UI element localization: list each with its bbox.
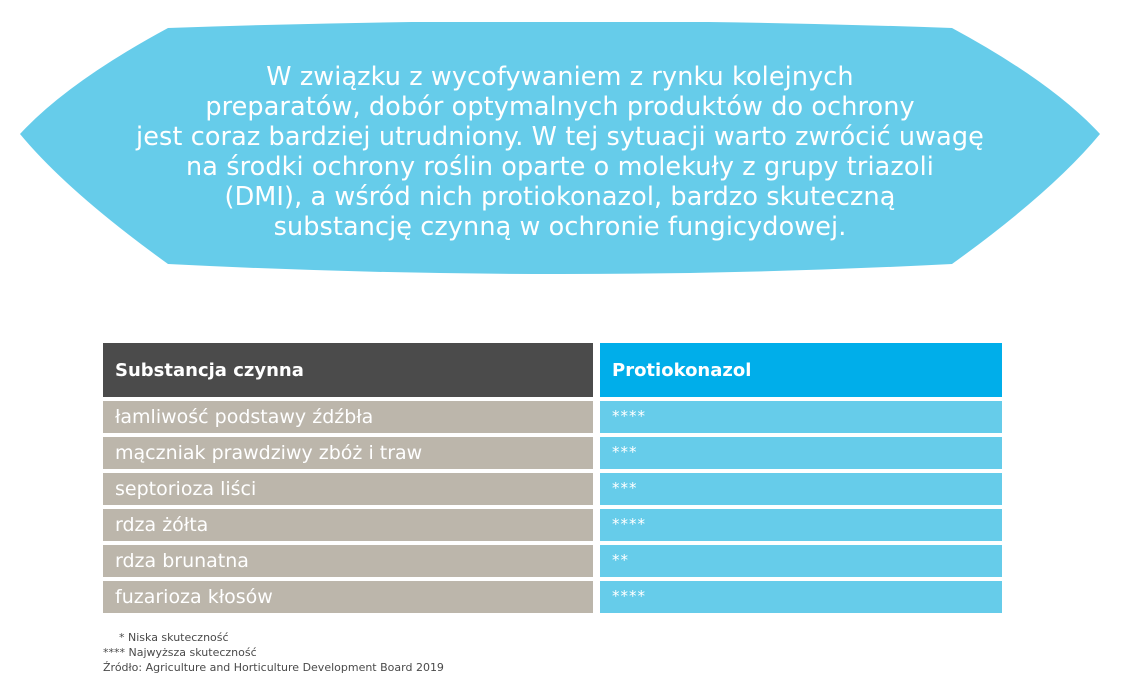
source-note: Źródło: Agriculture and Horticulture Development Board 2019 (103, 661, 444, 674)
table-cell-disease: łamliwość podstawy źdźbła (103, 401, 593, 433)
banner-text (18, 62, 1102, 242)
banner-line: jest coraz bardziej utrudniony. W tej sytuacji warto zwrócić uwagę (136, 122, 984, 152)
banner-line: preparatów, dobór optymalnych produktów do ochrony (205, 92, 915, 122)
footnote-high-efficacy: **** Najwyższa skuteczność (103, 646, 257, 659)
banner-line: substancję czynną w ochronie fungicydowej. (273, 212, 847, 242)
table-cell-rating: ** (600, 545, 1002, 577)
table-cell-rating: **** (600, 401, 1002, 433)
table-header-substance: Substancja czynna (103, 343, 593, 397)
banner-line: (DMI), a wśród nich protiokonazol, bardzo skuteczną (224, 182, 896, 212)
banner-line: na środki ochrony roślin oparte o molekuły z grupy triazoli (186, 152, 934, 182)
intro-banner (18, 22, 1102, 278)
table-header-protiokonazol: Protiokonazol (600, 343, 1002, 397)
table-cell-disease: septorioza liści (103, 473, 593, 505)
table-cell-rating: *** (600, 437, 1002, 469)
table-cell-disease: mączniak prawdziwy zbóż i traw (103, 437, 593, 469)
table-cell-disease: rdza żółta (103, 509, 593, 541)
table-cell-disease: rdza brunatna (103, 545, 593, 577)
footnotes (103, 630, 444, 675)
table-cell-rating: **** (600, 509, 1002, 541)
table-cell-rating: *** (600, 473, 1002, 505)
table-cell-rating: **** (600, 581, 1002, 613)
banner-line: W związku z wycofywaniem z rynku kolejnych (266, 62, 854, 92)
table-cell-disease: fuzarioza kłosów (103, 581, 593, 613)
footnote-low-efficacy: * Niska skuteczność (119, 631, 229, 644)
